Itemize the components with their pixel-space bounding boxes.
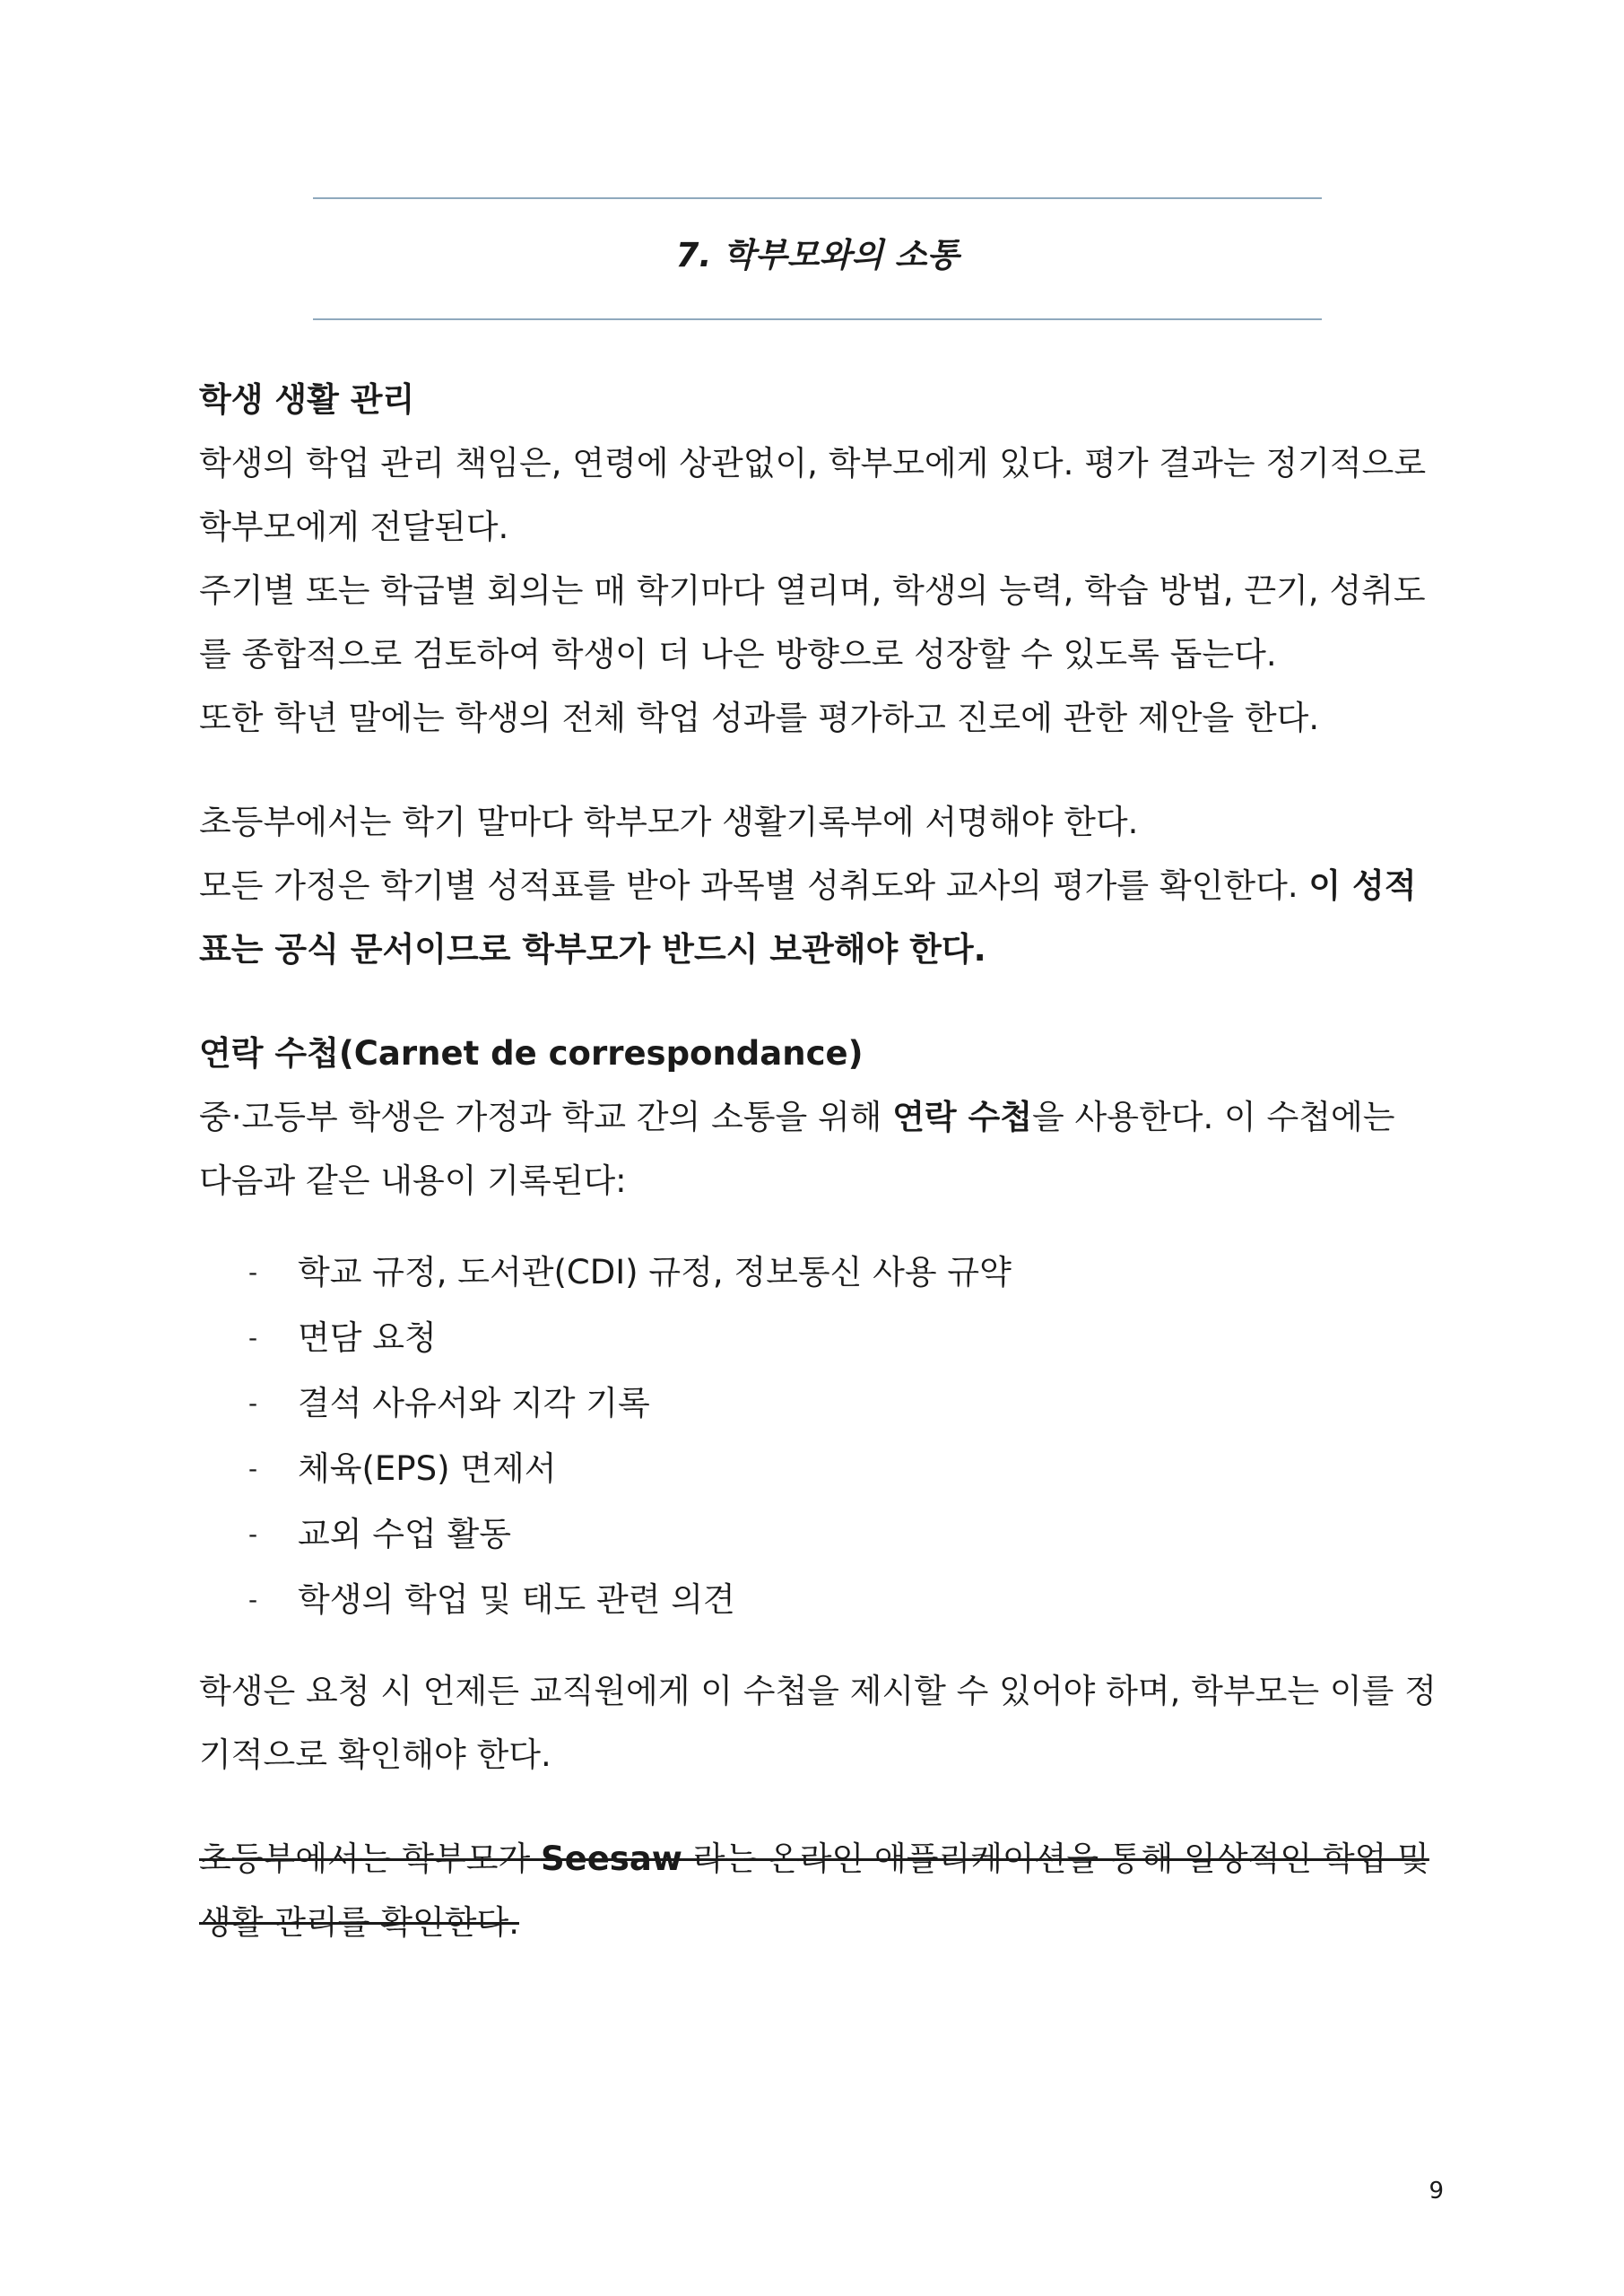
list-item-text: 면담 요청 — [298, 1318, 437, 1357]
intro-text-before: 중·고등부 학생은 가정과 학교 간의 소통을 위해 — [199, 1098, 893, 1136]
intro-text-after: 을 사용한다. 이 수첩에는 다음과 같은 내용이 기록된다: — [199, 1098, 1395, 1200]
paragraph-correspondence-intro — [199, 1085, 1437, 1213]
paragraph-report-card — [199, 854, 1437, 981]
seesaw-app-name: Seesaw — [540, 1839, 682, 1878]
section-heading-student-life: 학생 생활 관리 — [199, 380, 415, 419]
chapter-title: 7. 학부모와의 소통 — [675, 236, 960, 274]
spacer — [199, 750, 1437, 790]
list-item-text: 결석 사유서와 지각 기록 — [298, 1384, 650, 1422]
bullet-dash: - — [248, 1388, 258, 1418]
title-bottom-rule — [313, 318, 1322, 320]
correspondence-items-list — [199, 1239, 1437, 1632]
list-item-text: 체육(EPS) 면제서 — [298, 1449, 557, 1488]
bullet-dash: - — [248, 1519, 258, 1549]
paragraph-elementary-signature: 초등부에서는 학기 말마다 학부모가 생활기록부에 서명해야 한다. — [199, 803, 1139, 841]
list-item-text: 교외 수업 활동 — [298, 1515, 511, 1553]
paragraph-notebook-duty: 학생은 요청 시 언제든 교직원에게 이 수첩을 제시할 수 있어야 하며, 학부모는 이를 정기적으로 확인해야 한다. — [199, 1672, 1437, 1774]
spacer — [199, 981, 1437, 1022]
seesaw-text-before: 초등부에서는 학부모가 — [199, 1839, 541, 1878]
list-item — [248, 1501, 1437, 1567]
report-card-text: 모든 가정은 학기별 성적표를 받아 과목별 성취도와 교사의 평가를 확인한다. — [199, 866, 1298, 905]
list-item — [248, 1567, 1437, 1632]
bullet-dash: - — [248, 1454, 258, 1483]
report-card-emphasis: 이 성적표는 공식 문서이므로 학부모가 반드시 보관해야 한다. — [199, 866, 1417, 969]
page-content — [199, 368, 1437, 1954]
list-item-text: 학교 규정, 도서관(CDI) 규정, 정보통신 사용 규약 — [298, 1253, 1012, 1292]
section-heading-correspondence — [199, 1022, 1437, 1085]
intro-text-bold: 연락 수첩 — [892, 1098, 1033, 1136]
bullet-dash: - — [248, 1257, 258, 1287]
bullet-dash: - — [248, 1323, 258, 1352]
paragraph-seesaw-struck — [199, 1827, 1437, 1954]
page-number: 9 — [1429, 2178, 1444, 2205]
spacer — [199, 1213, 1437, 1239]
spacer — [199, 1787, 1437, 1827]
list-item — [248, 1370, 1437, 1436]
paragraph-responsibility: 학생의 학업 관리 책임은, 연령에 상관없이, 학부모에게 있다. 평가 결과는 정기적으로 학부모에게 전달된다. — [199, 444, 1427, 546]
spacer — [199, 1632, 1437, 1659]
heading-correspondence-korean: 연락 수첩 — [199, 1034, 339, 1073]
paragraph-year-end: 또한 학년 말에는 학생의 전체 학업 성과를 평가하고 진로에 관한 제안을 한다. — [199, 699, 1320, 737]
heading-correspondence-french: (Carnet de correspondance) — [338, 1034, 864, 1073]
paragraph-class-council: 주기별 또는 학급별 회의는 매 학기마다 열리며, 학생의 능력, 학습 방법, 끈기, 성취도를 종합적으로 검토하여 학생이 더 나은 방향으로 성장할 수 있도록 돕는다. — [199, 571, 1426, 674]
title-top-rule — [313, 197, 1322, 199]
seesaw-text-after: 라는 온라인 애플리케이션을 통해 일상적인 학업 및 생활 관리를 확인한다. — [199, 1839, 1429, 1942]
list-item — [248, 1436, 1437, 1501]
list-item — [248, 1305, 1437, 1370]
list-item — [248, 1239, 1437, 1305]
bullet-dash: - — [248, 1585, 258, 1614]
list-item-text: 학생의 학업 및 태도 관련 의견 — [298, 1580, 735, 1619]
